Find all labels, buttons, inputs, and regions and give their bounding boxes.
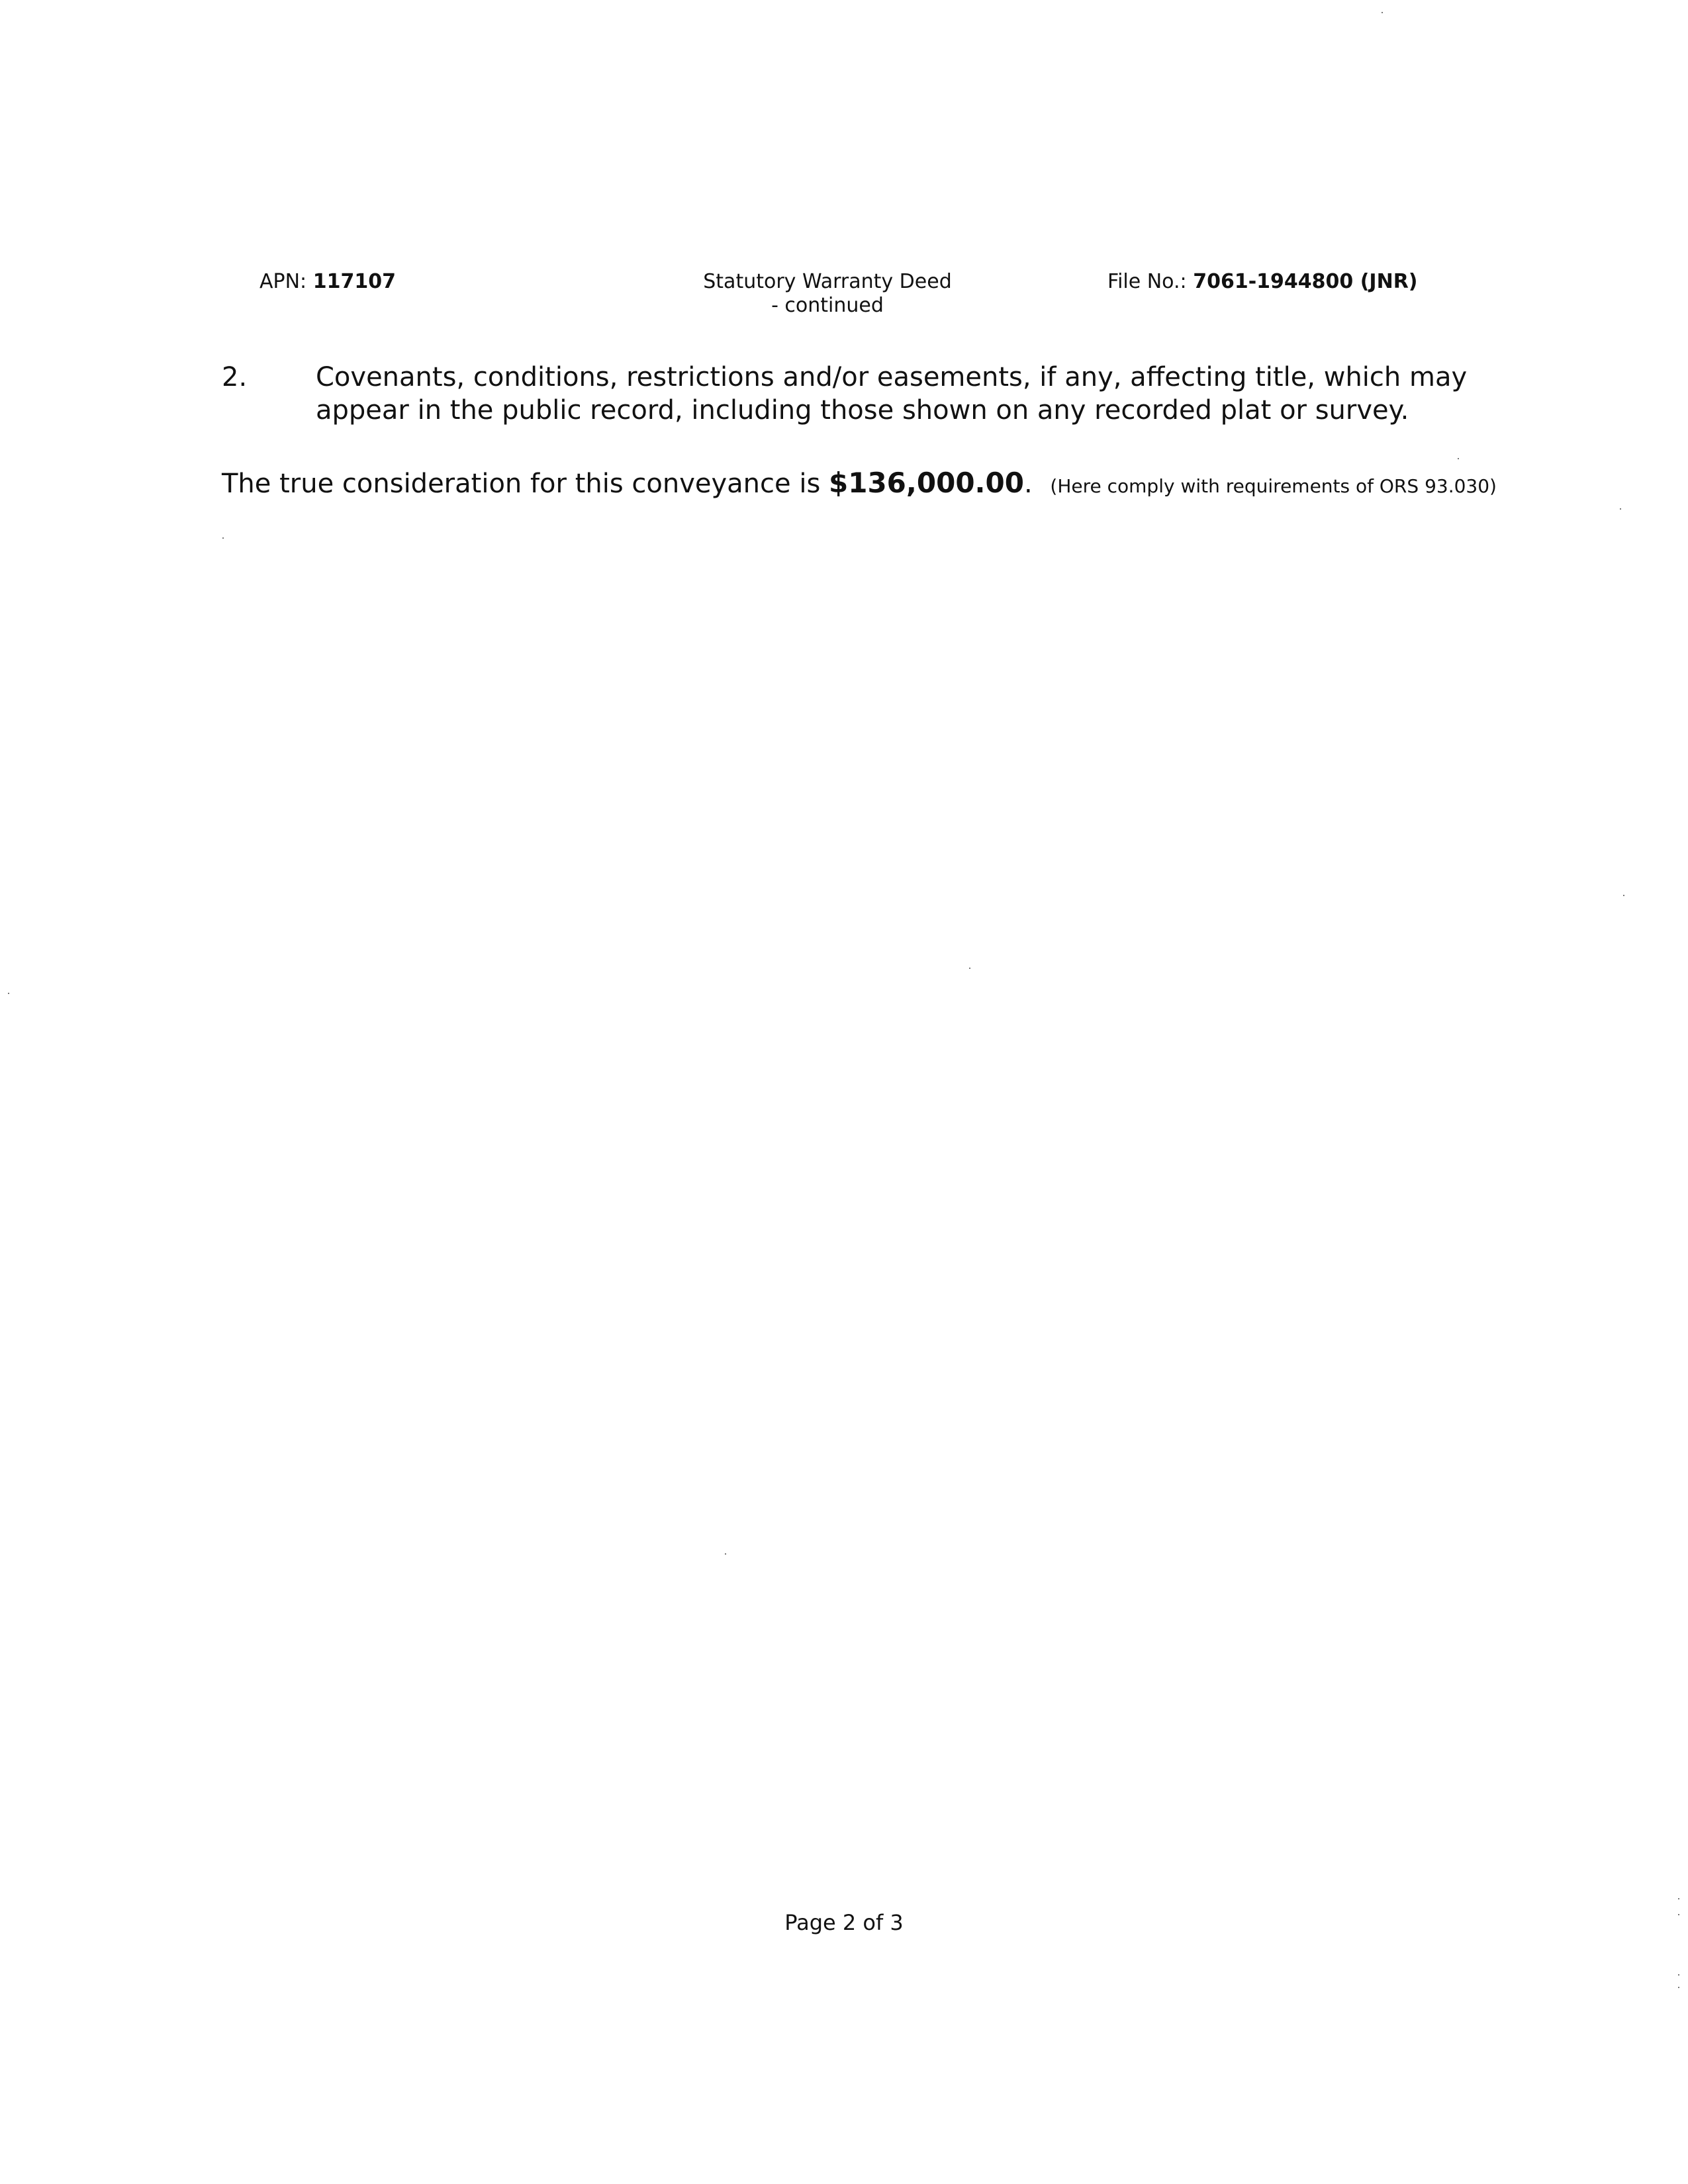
scan-speck bbox=[1678, 1987, 1679, 1988]
consideration-note: (Here comply with requirements of ORS 93.030) bbox=[1050, 475, 1497, 497]
scan-speck bbox=[969, 968, 970, 969]
consideration-amount: $136,000.00 bbox=[829, 467, 1024, 499]
consideration-statement bbox=[222, 467, 1497, 503]
scan-speck bbox=[1620, 508, 1621, 510]
scan-speck bbox=[8, 993, 9, 994]
page-header bbox=[0, 270, 1688, 323]
file-number bbox=[1107, 270, 1418, 294]
consideration-lead: The true consideration for this conveyance is bbox=[222, 469, 821, 499]
scan-speck bbox=[222, 537, 224, 539]
scan-speck bbox=[1382, 12, 1383, 13]
page-label: Page bbox=[784, 1910, 836, 1935]
scan-speck bbox=[1678, 1898, 1679, 1899]
apn-label: APN: bbox=[259, 270, 307, 293]
consideration-punct: . bbox=[1023, 469, 1033, 499]
scan-speck bbox=[1458, 458, 1459, 459]
page-of-label: of bbox=[863, 1910, 884, 1935]
page-footer bbox=[0, 1909, 1688, 1936]
scan-speck bbox=[1678, 1914, 1679, 1915]
item-number: 2. bbox=[222, 362, 248, 392]
file-number-label: File No.: bbox=[1107, 270, 1187, 293]
document-title-line2: - continued bbox=[771, 294, 884, 317]
file-number-value: 7061-1944800 (JNR) bbox=[1193, 270, 1418, 293]
page-total: 3 bbox=[890, 1910, 904, 1935]
document-title bbox=[688, 270, 966, 318]
item-text: Covenants, conditions, restrictions and/or easements, if any, affecting title, which may appear in the public record, including those shown on any recorded plat or survey. bbox=[316, 362, 1468, 426]
page-number: 2 bbox=[842, 1910, 857, 1935]
apn-value: 117107 bbox=[312, 270, 396, 293]
scan-speck bbox=[725, 1553, 726, 1555]
apn bbox=[259, 270, 396, 294]
scan-speck bbox=[1678, 1974, 1679, 1976]
scan-speck bbox=[1623, 895, 1624, 896]
document-title-line1: Statutory Warranty Deed bbox=[703, 270, 952, 293]
